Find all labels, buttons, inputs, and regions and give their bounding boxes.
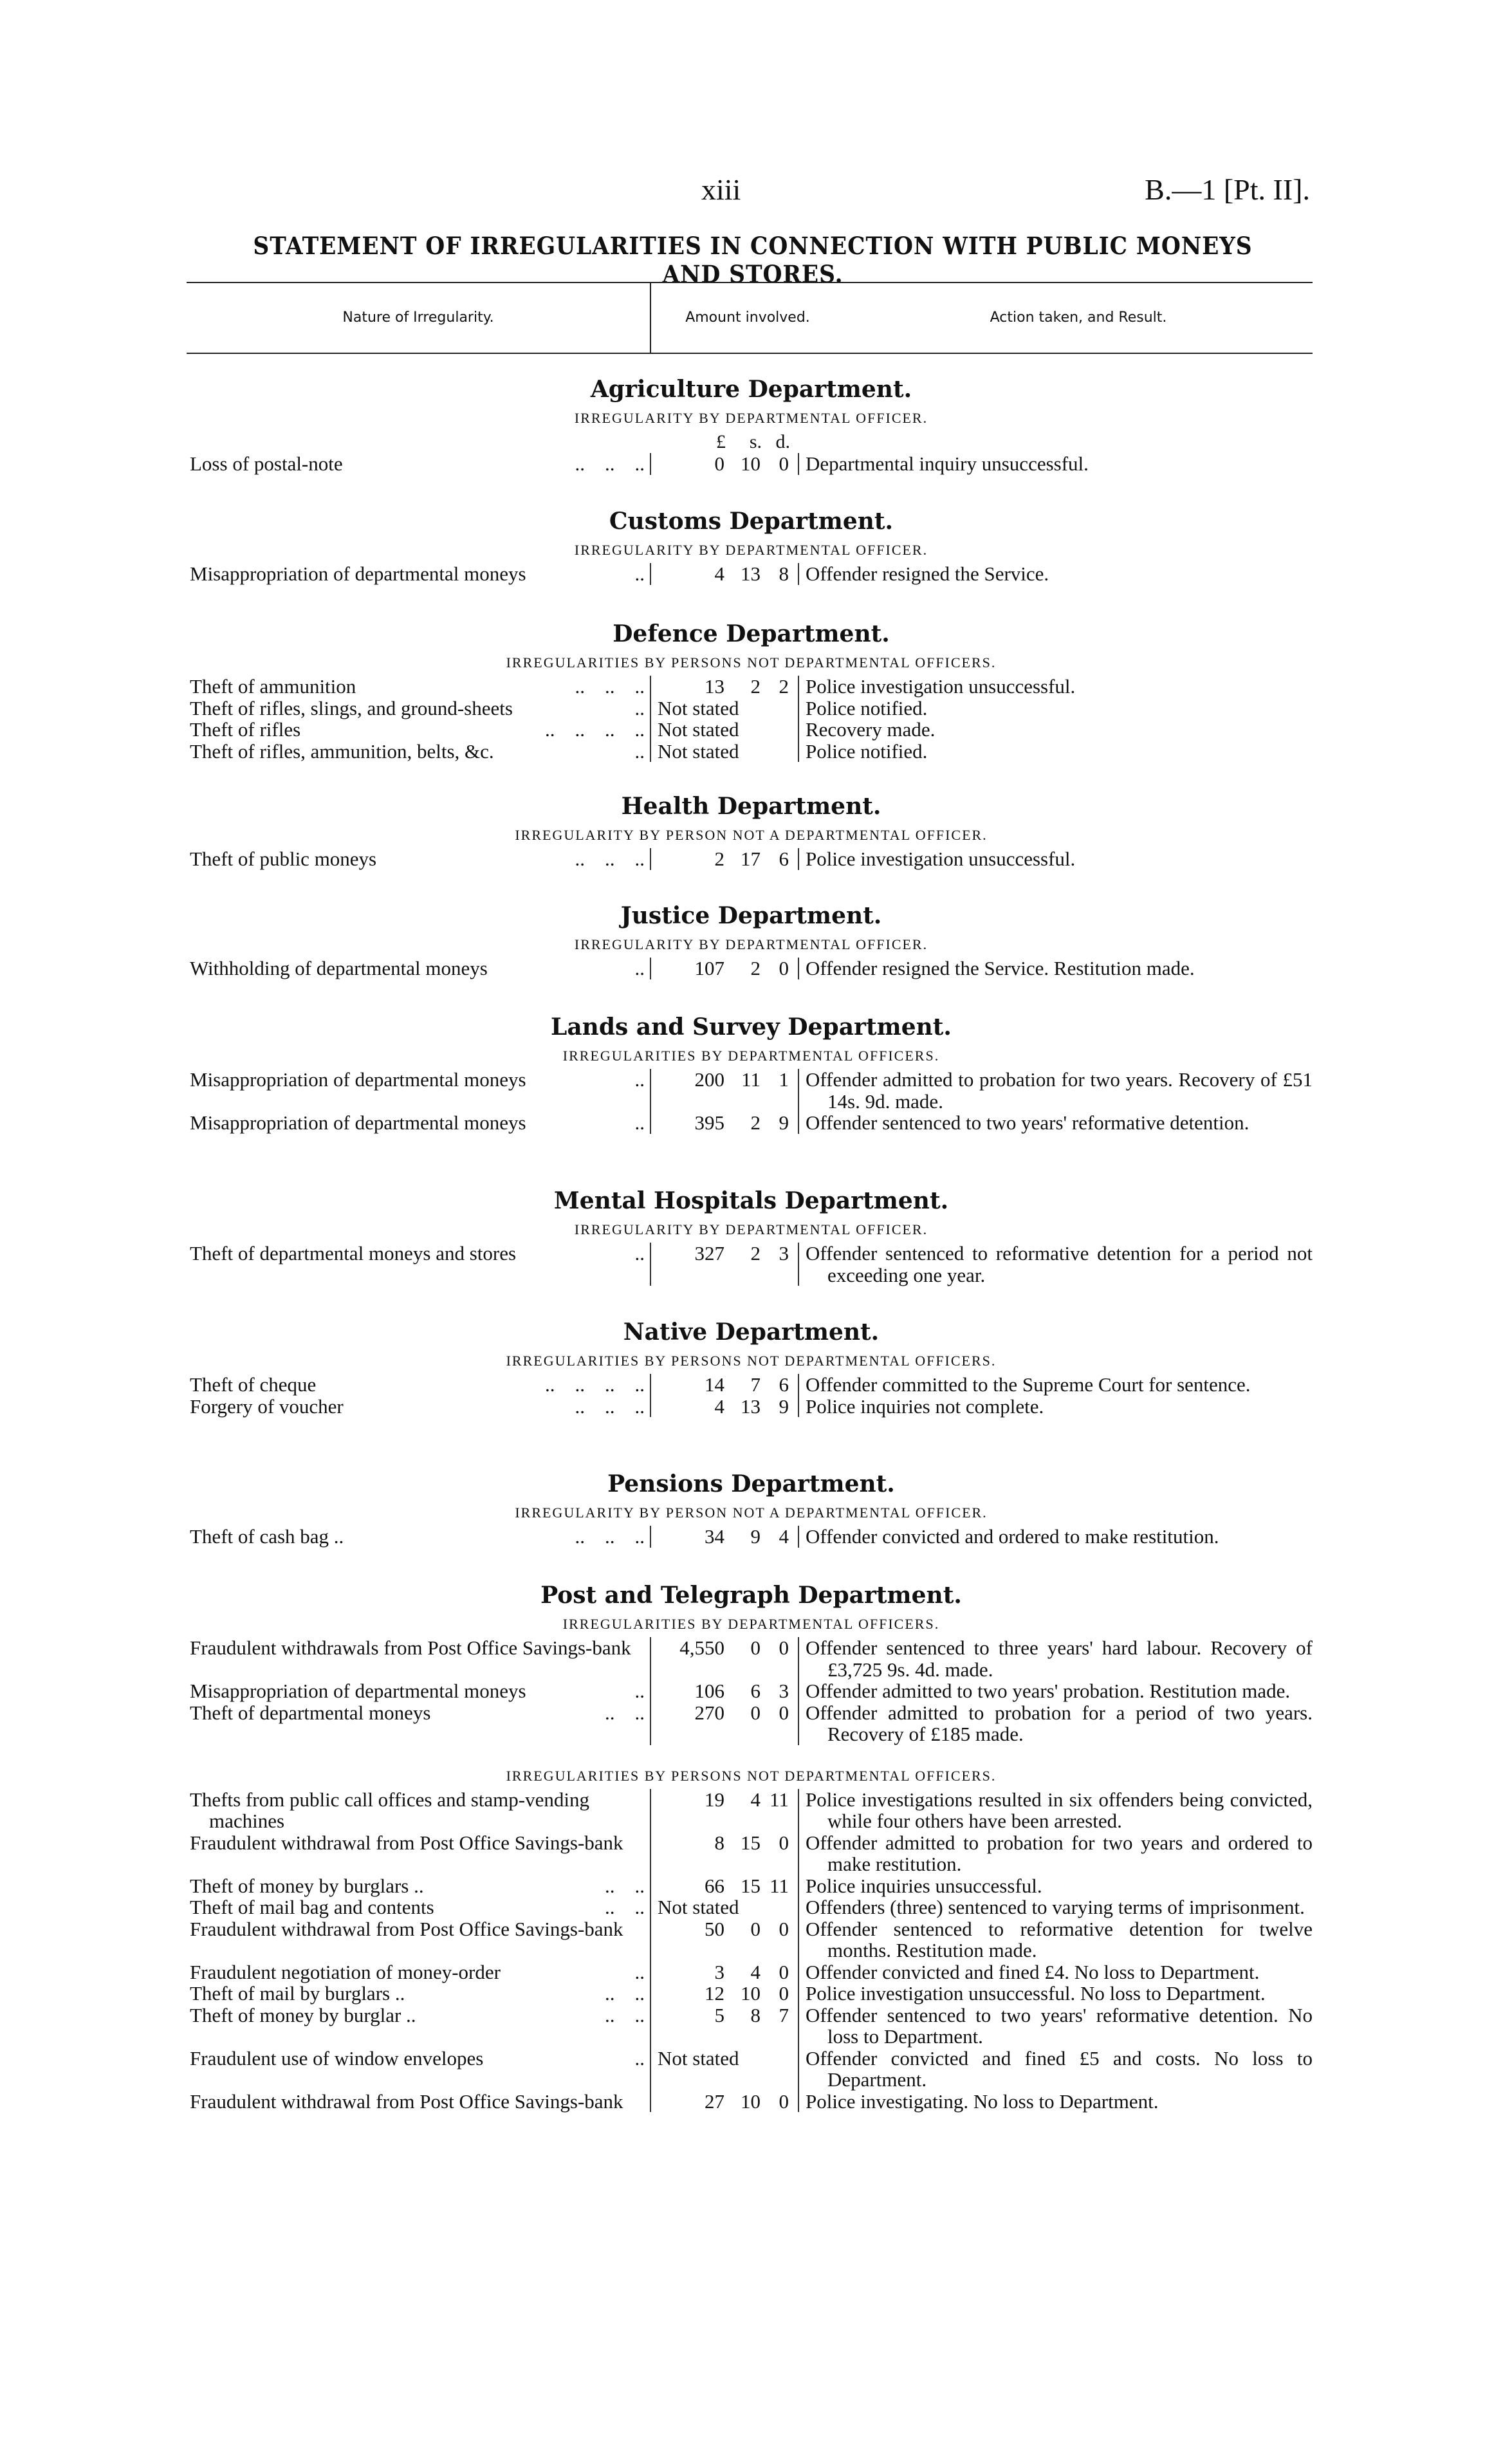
department-heading: Pensions Department. (607, 1470, 895, 1497)
amount-pounds: 200 (694, 1068, 724, 1091)
amount-pounds: 13 (705, 675, 724, 698)
action-result: Offender convicted and fined £5 and costs. No loss to Department. (806, 2046, 1313, 2091)
irregularity-description: Theft of public moneys (190, 848, 377, 870)
amount-shillings: 0 (750, 1636, 761, 1659)
amount-pence: 6 (779, 848, 789, 870)
group-heading: IRREGULARITIES BY PERSONS NOT DEPARTMENTAL OFFICERS. (506, 1767, 997, 1784)
leader-dots: .. .. (605, 1982, 645, 2005)
amount-cell (650, 848, 799, 870)
irregularity-cell (190, 1896, 650, 1918)
action-result: Offender admitted to probation for two years and ordered to make restitution. (806, 1831, 1313, 1875)
leader-dots: .. .. .. .. (545, 718, 645, 741)
group-heading: IRREGULARITY BY DEPARTMENTAL OFFICER. (574, 542, 928, 558)
amount-pence: 6 (779, 1373, 789, 1396)
amount-cell (650, 1374, 799, 1396)
amount-cell (650, 1396, 799, 1418)
amount-shillings: 10 (741, 452, 761, 475)
amount-cell (650, 453, 799, 475)
action-result: Recovery made. (806, 718, 936, 741)
irregularity-cell (190, 1789, 650, 1832)
amount-pence: 0 (779, 1917, 789, 1940)
irregularity-cell (190, 1396, 650, 1418)
irregularity-cell (190, 719, 650, 741)
irregularity-description: Fraudulent withdrawal from Post Office Savings-bank (190, 1831, 623, 1854)
amount-cell (650, 719, 799, 741)
action-result: Offender sentenced to reformative detention for a period not exceeding one year. (806, 1242, 1313, 1286)
action-result: Departmental inquiry unsuccessful. (806, 452, 1089, 475)
amount-pence: 0 (779, 957, 789, 979)
irregularity-description: Theft of mail by burglars .. (190, 1982, 405, 2005)
column-header-nature: Nature of Irregularity. (342, 310, 494, 326)
group-heading: IRREGULARITIES BY PERSONS NOT DEPARTMENTAL OFFICERS. (506, 1353, 997, 1369)
amount-not-stated: Not stated (658, 696, 739, 719)
action-result: Offender admitted to two years' probation. Restitution made. (806, 1680, 1291, 1702)
irregularity-cell (190, 1637, 650, 1680)
amount-shillings: 6 (750, 1680, 761, 1702)
department-section (190, 1011, 1313, 1134)
department-heading: Mental Hospitals Department. (553, 1187, 949, 1214)
irregularity-cell (190, 1680, 650, 1702)
amount-pence: 0 (779, 2089, 789, 2113)
department-heading: Justice Department. (620, 902, 882, 929)
amount-shillings: 10 (741, 1982, 761, 2005)
amount-cell (650, 741, 799, 763)
table-row (190, 563, 1313, 585)
department-heading: Customs Department. (609, 508, 894, 535)
amount-shillings: 2 (750, 675, 761, 698)
department-section (190, 790, 1313, 870)
amount-shillings: 0 (750, 1701, 761, 1724)
amount-pounds: 3 (714, 1960, 724, 1983)
leader-dots: .. .. .. (575, 848, 645, 870)
department-section (190, 373, 1313, 475)
amount-shillings: 10 (741, 2089, 761, 2113)
department-heading: Health Department. (621, 793, 881, 820)
amount-pounds: 27 (705, 2089, 724, 2113)
department-heading: Defence Department. (613, 620, 890, 647)
action-result: Police investigation unsuccessful. (806, 675, 1076, 698)
amount-shillings: 13 (741, 1394, 761, 1418)
amount-cell (650, 2048, 799, 2091)
irregularity-description: Theft of rifles, ammunition, belts, &c. (190, 739, 494, 763)
amount-shillings: 8 (750, 2003, 761, 2026)
leader-dots (645, 1789, 650, 1832)
action-result: Police notified. (806, 696, 928, 719)
irregularity-description: Fraudulent withdrawals from Post Office Savings-bank (190, 1636, 631, 1659)
action-result: Offender sentenced to reformative detention for twelve months. Restitution made. (806, 1917, 1313, 1961)
amount-cell (650, 1789, 799, 1832)
leader-dots (645, 1918, 650, 1961)
table-row (190, 2048, 1313, 2091)
irregularity-description: Fraudulent use of window envelopes (190, 2046, 484, 2070)
irregularity-description: Theft of rifles (190, 718, 301, 741)
action-result: Police notified. (806, 739, 928, 763)
amount-cell (650, 1637, 799, 1680)
group-heading: IRREGULARITY BY DEPARTMENTAL OFFICER. (574, 410, 928, 426)
leader-dots (645, 1832, 650, 1875)
column-header-action: Action taken, and Result. (990, 310, 1167, 326)
action-result: Offender sentenced to two years' reformative detention. (806, 1111, 1249, 1134)
group-heading: IRREGULARITIES BY PERSONS NOT DEPARTMENTAL OFFICERS. (506, 654, 997, 671)
irregularity-cell (190, 676, 650, 698)
amount-cell (650, 1069, 799, 1112)
amount-pence: 2 (779, 675, 789, 698)
department-heading: Post and Telegraph Department. (540, 1582, 962, 1609)
amount-cell (650, 958, 799, 979)
amount-cell (650, 2091, 799, 2113)
shillings-unit: s. (749, 431, 762, 452)
irregularity-description: Thefts from public call offices and stamp-vending machines (190, 1788, 589, 1832)
amount-pounds: 107 (694, 957, 724, 979)
amount-cell (650, 676, 799, 698)
amount-cell (650, 1680, 799, 1702)
irregularity-cell (190, 2048, 650, 2091)
irregularity-description: Theft of money by burglar .. (190, 2003, 416, 2026)
irregularity-cell (190, 1702, 650, 1745)
irregularity-cell (190, 2005, 650, 2048)
amount-pounds: 8 (714, 1831, 724, 1854)
action-result: Offender resigned the Service. (806, 562, 1049, 585)
irregularity-cell (190, 1875, 650, 1897)
amount-shillings: 17 (741, 848, 761, 870)
irregularity-cell (190, 2091, 650, 2113)
irregularity-description: Theft of rifles, slings, and ground-sheets (190, 696, 513, 719)
irregularity-cell (190, 1526, 650, 1548)
irregularity-description: Fraudulent negotiation of money-order (190, 1960, 501, 1983)
table-row (190, 1112, 1313, 1134)
irregularity-cell (190, 1243, 650, 1286)
currency-units (650, 431, 799, 453)
irregularity-cell (190, 563, 650, 585)
group-heading: IRREGULARITY BY PERSON NOT A DEPARTMENTAL OFFICER. (515, 1505, 988, 1521)
amount-shillings: 4 (750, 1960, 761, 1983)
amount-cell (650, 1112, 799, 1134)
action-result: Offender sentenced to three years' hard labour. Recovery of £3,725 9s. 4d. made. (806, 1636, 1313, 1681)
amount-cell (650, 2005, 799, 2048)
page-number: xiii (701, 173, 741, 206)
amount-pence: 0 (779, 1960, 789, 1983)
table-row (190, 1832, 1313, 1875)
table-row (190, 1526, 1313, 1548)
group-heading: IRREGULARITY BY DEPARTMENTAL OFFICER. (574, 1221, 928, 1237)
irregularity-description: Theft of money by burglars .. (190, 1874, 424, 1897)
department-section (190, 1579, 1313, 2112)
group-heading: IRREGULARITY BY DEPARTMENTAL OFFICER. (574, 936, 928, 952)
leader-dots: .. .. .. (575, 1525, 645, 1548)
irregularity-description: Fraudulent withdrawal from Post Office Savings-bank (190, 2089, 623, 2113)
leader-dots (645, 2091, 650, 2113)
amount-cell (650, 698, 799, 719)
action-result: Offender sentenced to two years' reformative detention. No loss to Department. (806, 2003, 1313, 2048)
group-heading: IRREGULARITIES BY DEPARTMENTAL OFFICERS. (562, 1616, 940, 1632)
table-row (190, 719, 1313, 741)
irregularity-cell (190, 848, 650, 870)
amount-shillings: 7 (750, 1373, 761, 1396)
irregularity-description: Theft of mail bag and contents (190, 1896, 434, 1918)
amount-pounds: 4,550 (679, 1636, 724, 1659)
amount-cell (650, 1896, 799, 1918)
amount-shillings: 2 (750, 1242, 761, 1264)
irregularity-cell (190, 741, 650, 763)
irregularity-description: Misappropriation of departmental moneys (190, 1680, 526, 1702)
amount-not-stated: Not stated (658, 2046, 739, 2070)
amount-pence: 0 (779, 1982, 789, 2005)
leader-dots: .. (634, 1068, 645, 1091)
amount-cell (650, 1702, 799, 1745)
amount-pence: 4 (779, 1525, 789, 1548)
irregularity-cell (190, 1918, 650, 1961)
table-row (190, 1983, 1313, 2005)
leader-dots: .. (634, 562, 645, 585)
amount-cell (650, 1526, 799, 1548)
leader-dots: .. .. .. (575, 675, 645, 698)
amount-pence: 3 (779, 1242, 789, 1264)
amount-cell (650, 1875, 799, 1897)
amount-pence: 8 (779, 562, 789, 585)
amount-shillings: 0 (750, 1917, 761, 1940)
table-row (190, 1069, 1313, 1112)
amount-pence: 0 (779, 1831, 789, 1854)
irregularity-description: Misappropriation of departmental moneys (190, 1111, 526, 1134)
pence-unit: d. (775, 431, 790, 452)
currency-header (190, 431, 1313, 453)
amount-pounds: 34 (705, 1525, 724, 1548)
action-result: Police investigation unsuccessful. No loss to Department. (806, 1982, 1266, 2005)
amount-pence: 11 (770, 1788, 789, 1811)
department-section (190, 618, 1313, 762)
amount-pence: 9 (779, 1111, 789, 1134)
leader-dots: .. (634, 1242, 645, 1264)
amount-pounds: 5 (714, 2003, 724, 2026)
amount-pence: 11 (770, 1874, 789, 1897)
amount-cell (650, 1961, 799, 1983)
action-result: Police investigating. No loss to Department. (806, 2089, 1159, 2113)
amount-pounds: 14 (705, 1373, 724, 1396)
amount-shillings: 15 (741, 1874, 761, 1897)
table-row (190, 1637, 1313, 1680)
irregularity-description: Theft of cash bag .. (190, 1525, 344, 1548)
table-row (190, 1961, 1313, 1983)
action-result: Offenders (three) sentenced to varying terms of imprisonment. (806, 1896, 1305, 1918)
pounds-unit: £ (716, 431, 726, 452)
page-title: STATEMENT OF IRREGULARITIES IN CONNECTION WITH PUBLIC MONEYS AND STORES. (253, 232, 1253, 288)
leader-dots: .. .. (605, 2003, 645, 2026)
department-section (190, 1316, 1313, 1417)
leader-dots (645, 1637, 650, 1680)
irregularity-cell (190, 1832, 650, 1875)
irregularity-description: Theft of cheque (190, 1373, 317, 1396)
table-row (190, 1243, 1313, 1286)
department-heading: Native Department. (623, 1319, 880, 1346)
amount-shillings: 2 (750, 1111, 761, 1134)
table-row (190, 1918, 1313, 1961)
table-row (190, 453, 1313, 475)
amount-pence: 9 (779, 1394, 789, 1418)
irregularity-cell (190, 1983, 650, 2005)
action-result: Offender resigned the Service. Restitution made. (806, 957, 1195, 979)
irregularity-description: Misappropriation of departmental moneys (190, 562, 526, 585)
amount-pounds: 19 (705, 1788, 724, 1811)
department-section (190, 1468, 1313, 1548)
table-row (190, 1374, 1313, 1396)
leader-dots: .. .. .. (575, 452, 645, 475)
action-result: Offender convicted and fined £4. No loss to Department. (806, 1960, 1260, 1983)
spacer (190, 431, 650, 453)
amount-pounds: 12 (705, 1982, 724, 2005)
table-row (190, 2091, 1313, 2113)
amount-not-stated: Not stated (658, 1896, 739, 1918)
amount-pounds: 327 (694, 1242, 724, 1264)
department-section (190, 900, 1313, 979)
leader-dots: .. (634, 957, 645, 979)
irregularity-cell (190, 1374, 650, 1396)
department-heading: Agriculture Department. (590, 376, 912, 403)
group-heading: IRREGULARITY BY PERSON NOT A DEPARTMENTAL OFFICER. (515, 827, 988, 843)
table-header (187, 282, 1313, 354)
table-row (190, 698, 1313, 719)
amount-pounds: 106 (694, 1680, 724, 1702)
leader-dots: .. (634, 696, 645, 719)
amount-cell (650, 1832, 799, 1875)
irregularity-description: Theft of departmental moneys (190, 1701, 431, 1724)
department-heading: Lands and Survey Department. (551, 1014, 952, 1041)
amount-pounds: 270 (694, 1701, 724, 1724)
amount-not-stated: Not stated (658, 718, 739, 741)
irregularity-cell (190, 1112, 650, 1134)
irregularity-description: Misappropriation of departmental moneys (190, 1068, 526, 1091)
irregularity-description: Theft of ammunition (190, 675, 356, 698)
action-result: Offender admitted to probation for a period of two years. Recovery of £185 made. (806, 1701, 1313, 1745)
table-row (190, 1396, 1313, 1418)
leader-dots: .. .. (605, 1701, 645, 1724)
amount-pounds: 0 (714, 452, 724, 475)
amount-shillings: 9 (750, 1525, 761, 1548)
table-row (190, 848, 1313, 870)
group-spacer (190, 1745, 1313, 1763)
table-row (190, 676, 1313, 698)
action-result: Police inquiries not complete. (806, 1394, 1044, 1418)
irregularity-description: Withholding of departmental moneys (190, 957, 488, 979)
leader-dots: .. (634, 1960, 645, 1983)
irregularity-cell (190, 1069, 650, 1112)
action-result: Offender convicted and ordered to make restitution. (806, 1525, 1219, 1548)
leader-dots: .. (634, 2046, 645, 2070)
column-header-amount: Amount involved. (650, 283, 844, 353)
irregularity-cell (190, 958, 650, 979)
table-row (190, 1789, 1313, 1832)
amount-shillings: 15 (741, 1831, 761, 1854)
leader-dots: .. .. (605, 1874, 645, 1897)
amount-pence: 7 (779, 2003, 789, 2026)
action-result: Offender admitted to probation for two years. Recovery of £51 14s. 9d. made. (806, 1068, 1313, 1113)
amount-pence: 1 (779, 1068, 789, 1091)
irregularity-cell (190, 698, 650, 719)
amount-cell (650, 1983, 799, 2005)
amount-pounds: 4 (714, 1394, 724, 1418)
table-row (190, 1875, 1313, 1897)
irregularity-cell (190, 453, 650, 475)
amount-shillings: 11 (741, 1068, 761, 1091)
leader-dots: .. (634, 739, 645, 763)
amount-pounds: 50 (705, 1917, 724, 1940)
amount-pence: 3 (779, 1680, 789, 1702)
amount-shillings: 2 (750, 957, 761, 979)
department-section (190, 505, 1313, 585)
group-heading: IRREGULARITIES BY DEPARTMENTAL OFFICERS. (562, 1048, 940, 1064)
leader-dots: .. .. .. .. (545, 1373, 645, 1396)
action-result: Offender committed to the Supreme Court for sentence. (806, 1373, 1251, 1396)
amount-pence: 0 (779, 1636, 789, 1659)
table-row (190, 2005, 1313, 2048)
amount-shillings: 4 (750, 1788, 761, 1811)
amount-pence: 0 (779, 452, 789, 475)
amount-cell (650, 563, 799, 585)
irregularity-description: Theft of departmental moneys and stores (190, 1242, 517, 1264)
department-section (190, 1185, 1313, 1286)
table-row (190, 1680, 1313, 1702)
leader-dots: .. (634, 1111, 645, 1134)
amount-pounds: 4 (714, 562, 724, 585)
amount-pounds: 395 (694, 1111, 724, 1134)
action-result: Police inquiries unsuccessful. (806, 1874, 1042, 1897)
leader-dots: .. (634, 1680, 645, 1702)
table-row (190, 741, 1313, 763)
leader-dots: .. .. (605, 1896, 645, 1918)
irregularity-cell (190, 1961, 650, 1983)
amount-not-stated: Not stated (658, 739, 739, 763)
table-row (190, 1702, 1313, 1745)
action-result: Police investigations resulted in six offenders being convicted, while four others have been arrested. (806, 1788, 1313, 1832)
amount-cell (650, 1918, 799, 1961)
amount-shillings: 13 (741, 562, 761, 585)
table-row (190, 1896, 1313, 1918)
document-reference: B.—1 [Pt. II]. (1145, 173, 1310, 206)
table-row (190, 958, 1313, 979)
action-result: Police investigation unsuccessful. (806, 848, 1076, 870)
amount-pounds: 2 (714, 848, 724, 870)
irregularity-description: Fraudulent withdrawal from Post Office Savings-bank (190, 1917, 623, 1940)
irregularity-description: Forgery of voucher (190, 1394, 344, 1418)
amount-cell (650, 1243, 799, 1286)
amount-pounds: 66 (705, 1874, 724, 1897)
irregularity-description: Loss of postal-note (190, 452, 343, 475)
amount-pence: 0 (779, 1701, 789, 1724)
leader-dots: .. .. .. (575, 1394, 645, 1418)
